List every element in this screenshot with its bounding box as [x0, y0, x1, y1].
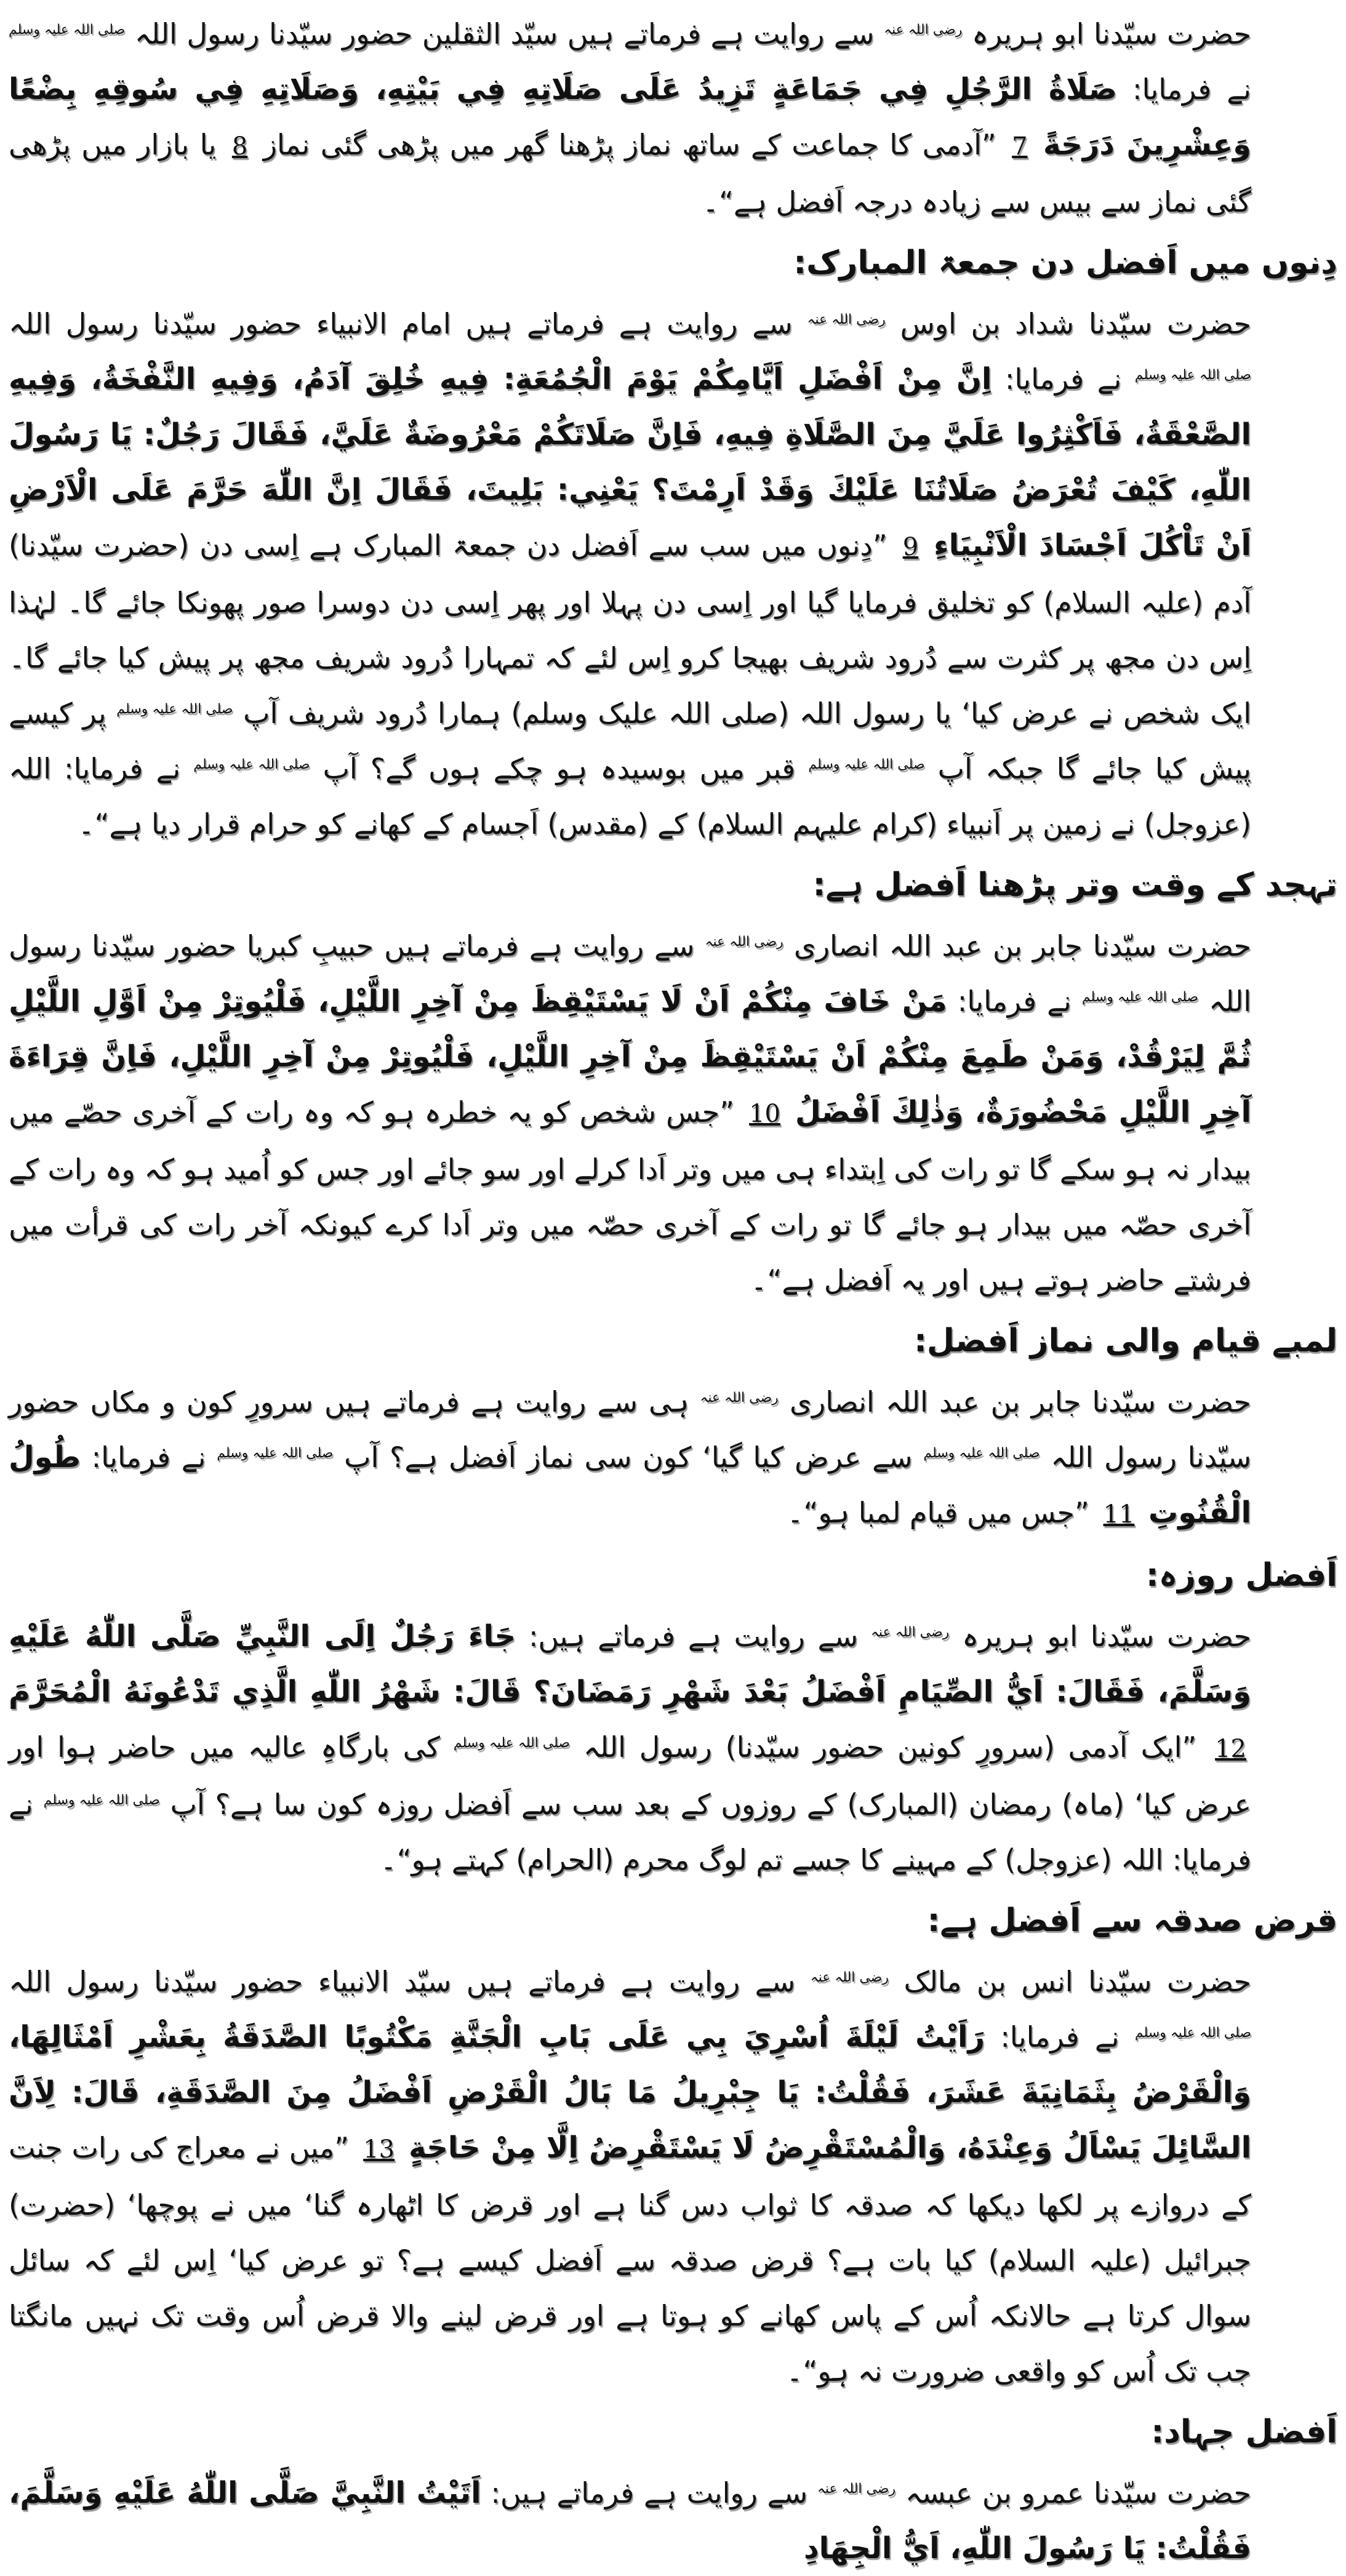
paragraph-congregation: حضرت سیّدنا ابو ہریرہ رضی اللہ عنہ سے روایت ہے فرماتے ہیں سیّد الثقلین حضور سیّدنا رسول اللہ صلی اللہ علیہ وسلم نے فرمایا: صَلَاةُ الرَّجُلِ فِي جَمَاعَةٍ تَزِيدُ عَلَى صَلَاتِهِ فِي بَيْتِهِ، وَصَلَاتِهِ فِي سُوقِهِ بِضْعًا وَعِشْرِينَ دَرَجَةً 7 ”آدمی کا جماعت کے ساتھ نماز پڑھنا گھر میں پڑھی گئی نماز 8 یا بازار میں پڑھی گئی نماز سے بیس سے زیادہ درجہ اَفضل ہے“۔ — [9, 17, 1252, 218]
footnote-number[interactable]: 13 — [363, 2135, 395, 2164]
section-heading: اَفضل روزہ: — [1145, 1557, 1337, 1594]
urdu-translation: کی بارگاہِ عالیہ میں حاضر ہوا اور عرض کیا‘ (ماہ) رمضان (المبارک) کے روزوں کے بعد سب سے اَفضل روزہ کون سا ہے؟ آپ — [9, 1730, 1252, 1821]
narrator-intro: حضرت سیّدنا عمرو بن عبسہ — [905, 2476, 1251, 2510]
paragraph-best-fast: حضرت سیّدنا ابو ہریرہ رضی اللہ عنہ سے روایت ہے فرماتے ہیں: جَاءَ رَجُلٌ اِلَى النَّبِيِّ صَلَّى اللّٰهُ عَلَيْهِ وَسَلَّمَ، فَقَالَ: اَيُّ الصِّيَامِ اَفْضَلُ بَعْدَ شَهْرِ رَمَضَانَ؟ قَالَ: شَهْرُ اللّٰهِ الَّذِي تَدْعُونَهُ الْمُحَرَّمَ 12 ”ایک آدمی (سرورِ کونین حضور سیّدنا) رسول اللہ صلی اللہ علیہ وسلم کی بارگاہِ عالیہ میں حاضر ہوا اور عرض کیا‘ (ماہ) رمضان (المبارک) کے روزوں کے بعد سب سے اَفضل روزہ کون سا ہے؟ آپ صلی اللہ علیہ وسلم نے فرمایا: اللہ (عزوجل) کے مہینے کا جسے تم لوگ محرم (الحرام) کہتے ہو“۔ — [9, 1619, 1252, 1876]
narration-text: سے روایت ہے فرماتے ہیں سیّد الانبیاء حضور سیّدنا رسول اللہ — [9, 1965, 796, 1998]
urdu-translation: پر کیسے پیش کیا جائے گا جبکہ آپ — [9, 697, 1252, 785]
narration-text: سے روایت ہے فرماتے ہیں سیّد الثقلین حضور سیّدنا رسول اللہ — [134, 17, 875, 50]
section-heading: قرض صدقہ سے اَفضل ہے: — [927, 1902, 1337, 1939]
arabic-hadith: رَاَيْتُ لَيْلَةَ اُسْرِيَ بِي عَلَى بَابِ الْجَنَّةِ مَكْتُوبًا الصَّدَقَةُ بِعَشْرِ اَمْثَالِهَا، وَالْقَرْضُ بِثَمَانِيَةَ عَشَرَ، فَقُلْتُ: يَا جِبْرِيلُ مَا بَالُ الْقَرْضِ اَفْضَلُ مِنَ الصَّدَقَةِ، قَالَ: لِاَنَّ السَّائِلَ يَسْاَلُ وَعِنْدَهُ، وَالْمُسْتَقْرِضُ لَا يَسْتَقْرِضُ اِلَّا مِنْ حَاجَةٍ — [9, 2020, 1252, 2165]
paragraph-loan-charity: حضرت سیّدنا انس بن مالک رضی اللہ عنہ سے روایت ہے فرماتے ہیں سیّد الانبیاء حضور سیّدنا رسول اللہ صلی اللہ علیہ وسلم نے فرمایا: رَاَيْتُ لَيْلَةَ اُسْرِيَ بِي عَلَى بَابِ الْجَنَّةِ مَكْتُوبًا الصَّدَقَةُ بِعَشْرِ اَمْثَالِهَا، وَالْقَرْضُ بِثَمَانِيَةَ عَشَرَ، فَقُلْتُ: يَا جِبْرِيلُ مَا بَالُ الْقَرْضِ اَفْضَلُ مِنَ الصَّدَقَةِ، قَالَ: لِاَنَّ السَّائِلَ يَسْاَلُ وَعِنْدَهُ، وَالْمُسْتَقْرِضُ لَا يَسْتَقْرِضُ اِلَّا مِنْ حَاجَةٍ 13 ”میں نے معراج کی رات جنت کے دروازے پر لکھا دیکھا کہ صدقہ کا ثواب دس گنا ہے اور قرض کا اٹھارہ گنا‘ میں نے پوچھا‘ (حضرت) جبرائیل (علیہ السلام) کیا بات ہے؟ قرض صدقہ سے اَفضل کیسے ہے؟ تو عرض کیا‘ اِس لئے کہ سائل سوال کرتا ہے حالانکہ اُس کے پاس کھانے کو ہوتا ہے اور قرض لینے والا قرض اُس وقت تک نہیں مانگتا جب تک اُس کو واقعی ضرورت نہ ہو“۔ — [9, 1965, 1252, 2388]
section-heading: لمبے قیام والی نماز اَفضل: — [914, 1322, 1337, 1359]
urdu-translation: ”میں نے معراج کی رات جنت کے دروازے پر لکھا دیکھا کہ صدقہ کا ثواب دس گنا ہے اور قرض کا اٹھارہ گنا‘ میں نے پوچھا‘ (حضرت) جبرائیل (علیہ السلام) کیا بات ہے؟ قرض صدقہ سے اَفضل کیسے ہے؟ تو عرض کیا‘ اِس لئے کہ سائل سوال کرتا ہے حالانکہ اُس کے پاس کھانے کو ہوتا ہے اور قرض لینے والا قرض اُس وقت تک نہیں مانگتا جب تک اُس کو واقعی ضرورت نہ ہو“۔ — [9, 2131, 1251, 2388]
footnote-number[interactable]: 10 — [749, 1100, 780, 1128]
arabic-hadith: طُولُ الْقُنُوتِ — [9, 1440, 1251, 1530]
said-text: نے فرمایا: — [91, 1441, 206, 1474]
urdu-translation: ”ایک آدمی (سرورِ کونین حضور سیّدنا) رسول اللہ — [583, 1730, 1197, 1764]
narrator-intro: حضرت سیّدنا شداد بن اوس — [900, 307, 1252, 340]
footnote-number[interactable]: 8 — [231, 132, 248, 161]
narration-text: ہی سے روایت ہے فرماتے ہیں سرورِ کون و مکاں حضور سیّدنا رسول اللہ — [9, 1385, 1251, 1474]
narrator-intro: حضرت سیّدنا ابو ہریرہ — [962, 1620, 1252, 1653]
narration-text: سے روایت ہے فرماتے ہیں: — [491, 2476, 808, 2510]
narrator-intro: حضرت سیّدنا جابر بن عبد اللہ انصاری — [793, 929, 1252, 962]
narrator-intro: حضرت سیّدنا ابو ہریرہ — [971, 17, 1252, 50]
arabic-hadith: صَلَاةُ الرَّجُلِ فِي جَمَاعَةٍ تَزِيدُ عَلَى صَلَاتِهِ فِي بَيْتِهِ، وَصَلَاتِهِ فِي سُوقِهِ بِضْعًا وَعِشْرِينَ دَرَجَةً — [9, 72, 1252, 162]
narration-text: سے روایت ہے فرماتے ہیں: — [528, 1620, 859, 1653]
section-heading: اَفضل جہاد: — [1151, 2414, 1337, 2450]
document-page — [9, 6, 1337, 2566]
footnote-number[interactable]: 7 — [1012, 132, 1028, 161]
narration-text: سے روایت ہے فرماتے ہیں حبیبِ کبریا حضور سیّدنا رسول اللہ — [9, 929, 1252, 1018]
footnote-number[interactable]: 11 — [1103, 1500, 1135, 1529]
narration-text: سے روایت ہے فرماتے ہیں امام الانبیاء حضور سیّدنا رسول اللہ — [9, 307, 793, 340]
urdu-translation: ”جس میں قیام لمبا ہو“۔ — [787, 1496, 1089, 1529]
narrator-intro: حضرت سیّدنا انس بن مالک — [903, 1965, 1252, 1998]
urdu-translation: ”آدمی کا جماعت کے ساتھ نماز پڑھنا گھر میں پڑھی گئی نماز — [263, 128, 996, 161]
paragraph-witr: حضرت سیّدنا جابر بن عبد اللہ انصاری رضی اللہ عنہ سے روایت ہے فرماتے ہیں حبیبِ کبریا حضور سیّدنا رسول اللہ صلی اللہ علیہ وسلم نے فرمایا: مَنْ خَافَ مِنْكُمْ اَنْ لَا يَسْتَيْقِظَ مِنْ آخِرِ اللَّيْلِ، فَلْيُوتِرْ مِنْ اَوَّلِ اللَّيْلِ ثُمَّ لِيَرْقُدْ، وَمَنْ طَمِعَ مِنْكُمْ اَنْ يَسْتَيْقِظَ مِنْ آخِرِ اللَّيْلِ، فَلْيُوتِرْ مِنْ آخِرِ اللَّيْلِ، فَاِنَّ قِرَاءَةَ آخِرِ اللَّيْلِ مَحْضُورَةٌ، وَذٰلِكَ اَفْضَلُ 10 ”جس شخص کو یہ خطرہ ہو کہ وہ رات کے آخری حصّے میں بیدار نہ ہو سکے گا تو رات کی اِبتداء ہی میں وتر اَدا کرلے اور سو جائے اور جس کو اُمید ہو کہ وہ رات کے آخری حصّہ میں بیدار ہو جائے گا تو رات کے آخری حصّہ میں وتر اَدا کرے کیونکہ آخر رات کی قرأت میں فرشتے حاضر ہوتے ہیں اور یہ اَفضل ہے“۔ — [9, 929, 1252, 1297]
urdu-translation: ”جس شخص کو یہ خطرہ ہو کہ وہ رات کے آخری حصّے میں بیدار نہ ہو سکے گا تو رات کی اِبتداء ہی میں وتر اَدا کرلے اور سو جائے اور جس کو اُمید ہو کہ وہ رات کے آخری حصّہ میں بیدار ہو جائے گا تو رات کے آخری حصّہ میں وتر اَدا کرے کیونکہ آخر رات کی قرأت میں فرشتے حاضر ہوتے ہیں اور یہ اَفضل ہے“۔ — [9, 1095, 1251, 1297]
said-text: نے فرمایا: — [1000, 2020, 1120, 2054]
urdu-translation: قبر میں بوسیدہ ہو چکے ہوں گے؟ آپ — [322, 752, 796, 785]
section-heading: دِنوں میں اَفضل دن جمعۃ المبارک: — [793, 244, 1337, 281]
said-text: نے فرمایا: — [1132, 73, 1251, 106]
urdu-translation: نے فرمایا: اللہ (عزوجل) کے مہینے کا جسے تم لوگ محرم (الحرام) کہتے ہو“۔ — [9, 1788, 1251, 1876]
urdu-translation: یا بازار میں پڑھی گئی نماز سے بیس سے زیادہ درجہ اَفضل ہے“۔ — [9, 128, 1251, 218]
paragraph-friday: حضرت سیّدنا شداد بن اوس رضی اللہ عنہ سے روایت ہے فرماتے ہیں امام الانبیاء حضور سیّدنا رسول اللہ صلی اللہ علیہ وسلم نے فرمایا: اِنَّ مِنْ اَفْضَلِ اَيَّامِكُمْ يَوْمَ الْجُمُعَةِ: فِيهِ خُلِقَ آدَمُ، وَفِيهِ النَّفْخَةُ، وَفِيهِ الصَّعْقَةُ، فَاَكْثِرُوا عَلَيَّ مِنَ الصَّلَاةِ فِيهِ، فَاِنَّ صَلَاتَكُمْ مَعْرُوضَةٌ عَلَيَّ، فَقَالَ رَجُلٌ: يَا رَسُولَ اللّٰهِ، كَيْفَ تُعْرَضُ صَلَاتُنَا عَلَيْكَ وَقَدْ اَرِمْتَ؟ يَعْنِي: بَلِيتَ، فَقَالَ اِنَّ اللّٰهَ حَرَّمَ عَلَى الْاَرْضِ اَنْ تَاْكُلَ اَجْسَادَ الْاَنْبِيَاءِ 9 ”دِنوں میں سب سے اَفضل دن جمعۃ المبارک ہے اِسی دن (حضرت سیّدنا) آدم (علیہ السلام) کو تخلیق فرمایا گیا اور اِسی دن پہلا اور پھر اِسی دن دوسرا صور پھونکا جائے گا۔ لہٰذا اِس دن مجھ پر کثرت سے دُرود شریف بھیجا کرو اِس لئے کہ تمہارا دُرود شریف مجھ پر پیش کیا جائے گا۔ ایک شخص نے عرض کیا‘ یا رسول اللہ (صلی اللہ علیک وسلم) ہمارا دُرود شریف آپ صلی اللہ علیہ وسلم پر کیسے پیش کیا جائے گا جبکہ آپ صلی اللہ علیہ وسلم قبر میں بوسیدہ ہو چکے ہوں گے؟ آپ صلی اللہ علیہ وسلم نے فرمایا: اللہ (عزوجل) نے زمین پر اَنبیاء (کرام علیہم السلام) کے (مقدس) اَجسام کے کھانے کو حرام قرار دیا ہے“۔ — [9, 307, 1252, 841]
urdu-translation: ”دِنوں میں سب سے اَفضل دن جمعۃ المبارک ہے اِسی دن (حضرت سیّدنا) آدم (علیہ السلام) کو تخلیق فرمایا گیا اور اِسی دن پہلا اور پھر اِسی دن دوسرا صور پھونکا جائے گا۔ لہٰذا اِس دن مجھ پر کثرت سے دُرود شریف بھیجا کرو اِس لئے کہ تمہارا دُرود شریف مجھ پر پیش کیا جائے گا۔ ایک شخص نے عرض کیا‘ یا رسول اللہ (صلی اللہ علیک وسلم) ہمارا دُرود شریف آپ — [9, 529, 1252, 730]
urdu-translation: نے فرمایا: اللہ (عزوجل) نے زمین پر اَنبیاء (کرام علیہم السلام) کے (مقدس) اَجسام کے کھانے کو حرام قرار دیا ہے“۔ — [9, 752, 1251, 841]
said-text: نے فرمایا: — [1004, 362, 1122, 396]
arabic-hadith: اَتَيْتُ النَّبِيَّ صَلَّى اللّٰهُ عَلَيْهِ وَسَلَّمَ، فَقُلْتُ: يَا رَسُولَ اللّٰهِ، اَيُّ الْجِهَادِ — [9, 2476, 1251, 2566]
said-text: سے عرض کیا گیا‘ کون سی نماز اَفضل ہے؟ آپ — [344, 1441, 913, 1474]
narrator-intro: حضرت سیّدنا جابر بن عبد اللہ انصاری — [789, 1385, 1251, 1418]
paragraph-best-jihad: حضرت سیّدنا عمرو بن عبسہ رضی اللہ عنہ سے روایت ہے فرماتے ہیں: اَتَيْتُ النَّبِيَّ صَلَّى اللّٰهُ عَلَيْهِ وَسَلَّمَ، فَقُلْتُ: يَا رَسُولَ اللّٰهِ، اَيُّ الْجِهَادِ — [9, 2476, 1251, 2566]
paragraph-long-qiyam: حضرت سیّدنا جابر بن عبد اللہ انصاری رضی اللہ عنہ ہی سے روایت ہے فرماتے ہیں سرورِ کون و مکاں حضور سیّدنا رسول اللہ صلی اللہ علیہ وسلم سے عرض کیا گیا‘ کون سی نماز اَفضل ہے؟ آپ صلی اللہ علیہ وسلم نے فرمایا: طُولُ الْقُنُوتِ 11 ”جس میں قیام لمبا ہو“۔ — [9, 1385, 1251, 1530]
arabic-hadith: مَنْ خَافَ مِنْكُمْ اَنْ لَا يَسْتَيْقِظَ مِنْ آخِرِ اللَّيْلِ، فَلْيُوتِرْ مِنْ اَوَّلِ اللَّيْلِ ثُمَّ لِيَرْقُدْ، وَمَنْ طَمِعَ مِنْكُمْ اَنْ يَسْتَيْقِظَ مِنْ آخِرِ اللَّيْلِ، فَلْيُوتِرْ مِنْ آخِرِ اللَّيْلِ، فَاِنَّ قِرَاءَةَ آخِرِ اللَّيْلِ مَحْضُورَةٌ، وَذٰلِكَ اَفْضَلُ — [9, 984, 1252, 1129]
footnote-number[interactable]: 12 — [1215, 1735, 1246, 1763]
said-text: نے فرمایا: — [957, 985, 1072, 1018]
arabic-hadith: اِنَّ مِنْ اَفْضَلِ اَيَّامِكُمْ يَوْمَ الْجُمُعَةِ: فِيهِ خُلِقَ آدَمُ، وَفِيهِ النَّفْخَةُ، وَفِيهِ الصَّعْقَةُ، فَاَكْثِرُوا عَلَيَّ مِنَ الصَّلَاةِ فِيهِ، فَاِنَّ صَلَاتَكُمْ مَعْرُوضَةٌ عَلَيَّ، فَقَالَ رَجُلٌ: يَا رَسُولَ اللّٰهِ، كَيْفَ تُعْرَضُ صَلَاتُنَا عَلَيْكَ وَقَدْ اَرِمْتَ؟ يَعْنِي: بَلِيتَ، فَقَالَ اِنَّ اللّٰهَ حَرَّمَ عَلَى الْاَرْضِ اَنْ تَاْكُلَ اَجْسَادَ الْاَنْبِيَاءِ — [9, 362, 1252, 562]
section-heading: تہجد کے وقت وتر پڑھنا اَفضل ہے: — [812, 866, 1337, 903]
footnote-number[interactable]: 9 — [902, 533, 919, 561]
arabic-hadith: جَاءَ رَجُلٌ اِلَى النَّبِيِّ صَلَّى اللّٰهُ عَلَيْهِ وَسَلَّمَ، فَقَالَ: اَيُّ الصِّيَامِ اَفْضَلُ بَعْدَ شَهْرِ رَمَضَانَ؟ قَالَ: شَهْرُ اللّٰهِ الَّذِي تَدْعُونَهُ الْمُحَرَّمَ — [9, 1619, 1251, 1709]
